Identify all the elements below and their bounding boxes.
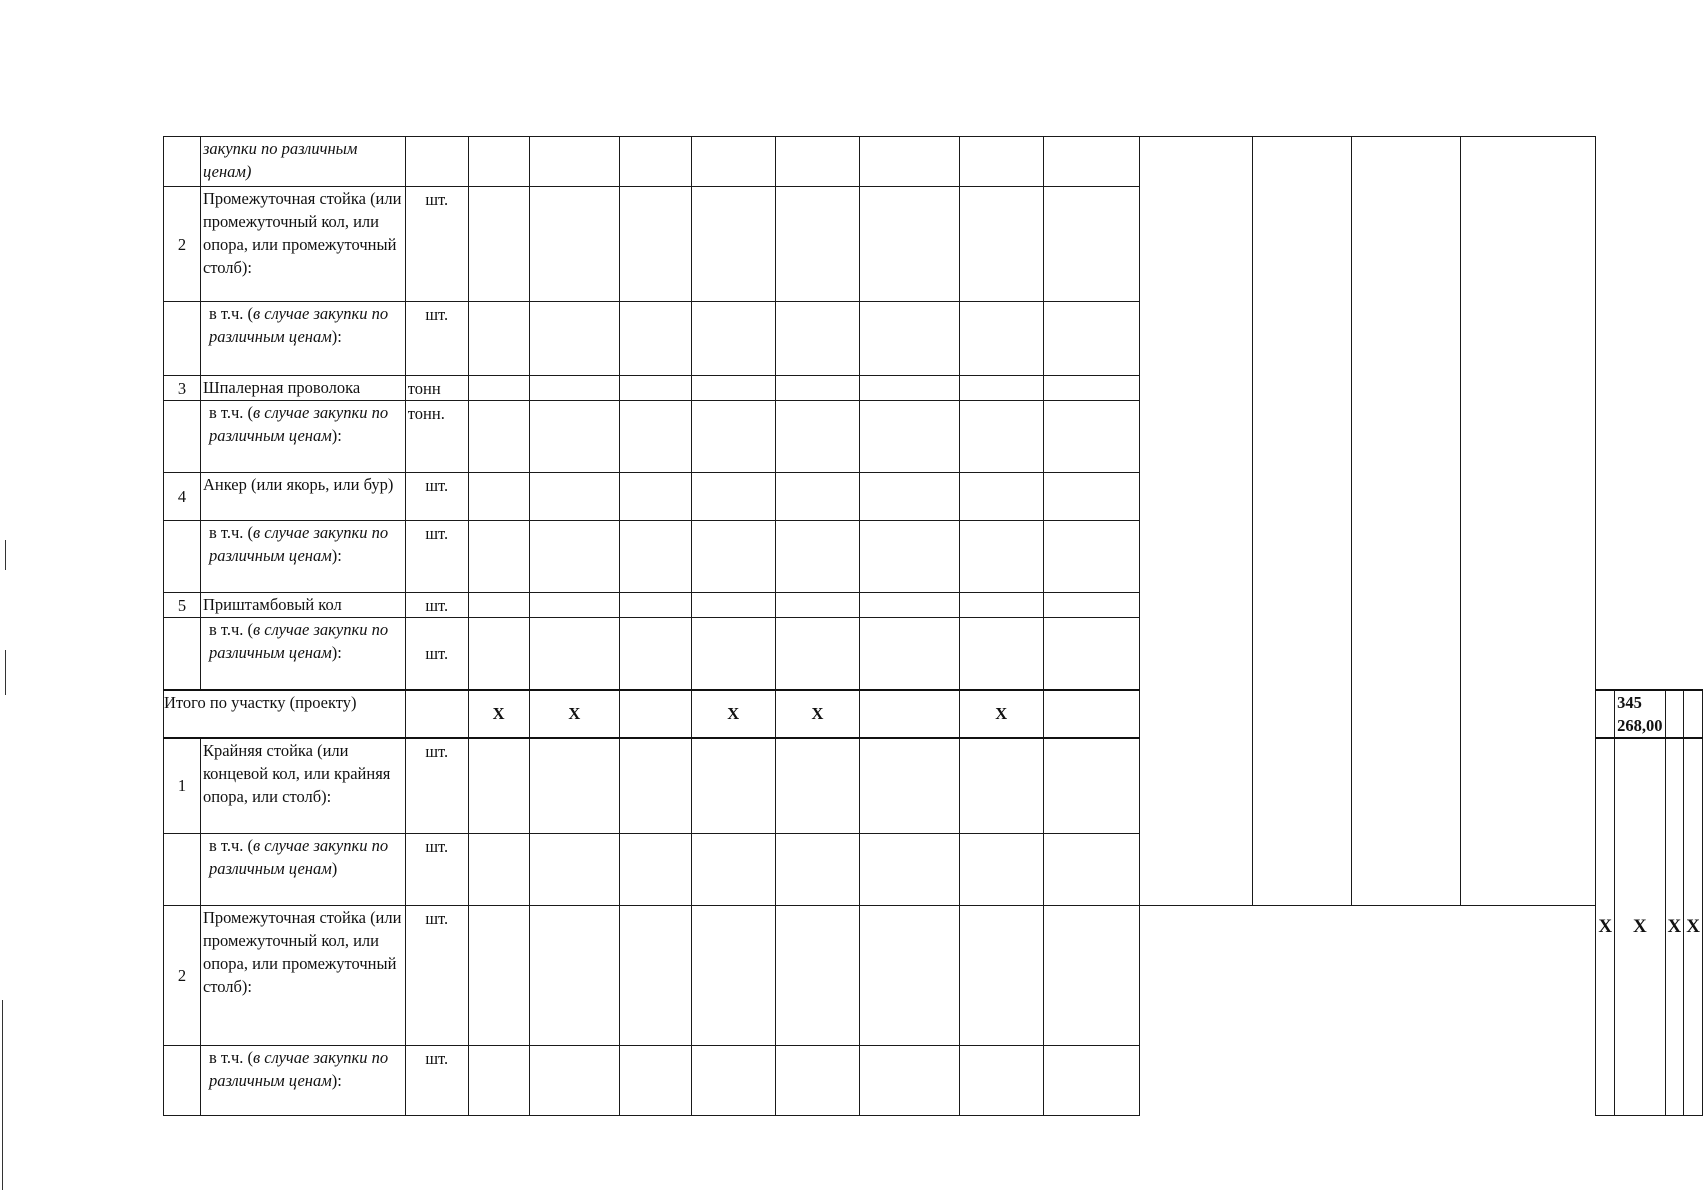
row-number: 2 [164, 187, 201, 302]
item-subitem: в т.ч. (в случае закупки по различным ценам): [200, 521, 405, 593]
merged-cell [1352, 137, 1461, 906]
row-number: 5 [164, 593, 201, 618]
x-mark: X [959, 690, 1043, 738]
item-name: Крайняя стойка (или концевой кол, или крайняя опора, или столб): [200, 738, 405, 834]
item-name: Приштамбовый кол [200, 593, 405, 618]
x-mark: X [529, 690, 620, 738]
scan-artifact [5, 650, 6, 695]
unit-label: шт. [405, 593, 468, 618]
x-mark: X [775, 690, 860, 738]
unit-label: шт. [405, 302, 468, 376]
table-row [164, 137, 1703, 187]
procurement-table [163, 136, 1703, 1116]
item-name-italic: закупки по различным ценам) [202, 139, 358, 181]
unit-label: шт. [405, 906, 468, 1046]
total-label: Итого по участку (проекту) [164, 690, 406, 738]
table-row [164, 1046, 1703, 1116]
x-mark: X [1665, 738, 1684, 1116]
unit-label: шт. [405, 1046, 468, 1116]
merged-cell [1140, 137, 1253, 906]
x-mark: X [1596, 738, 1615, 1116]
unit-label: шт. [405, 473, 468, 521]
item-subitem: в т.ч. (в случае закупки по различным ценам): [200, 1046, 405, 1116]
item-name: Промежуточная стойка (или промежуточный кол, или опора, или промежуточный столб): [200, 906, 405, 1046]
merged-cell [1460, 137, 1596, 906]
x-mark: X [1615, 738, 1665, 1116]
unit-label: шт. [405, 738, 468, 834]
item-subitem: в т.ч. (в случае закупки по различным ценам) [200, 834, 405, 906]
unit-label: тонн [405, 376, 468, 401]
item-subitem: в т.ч. (в случае закупки по различным ценам): [200, 302, 405, 376]
merged-cell [1252, 137, 1352, 906]
scan-artifact [2, 1000, 3, 1190]
row-number: 1 [164, 738, 201, 834]
table-row [164, 906, 1703, 1046]
item-name: Анкер (или якорь, или бур) [200, 473, 405, 521]
item-subitem: в т.ч. (в случае закупки по различным ценам): [200, 618, 405, 690]
row-number: 3 [164, 376, 201, 401]
item-name-cell [200, 137, 405, 187]
x-mark: X [468, 690, 529, 738]
row-number: 2 [164, 906, 201, 1046]
item-name: Промежуточная стойка (или промежуточный кол, или опора, или промежуточный столб): [200, 187, 405, 302]
total-sum: 345 268,00 [1615, 690, 1665, 738]
unit-label: шт. [405, 834, 468, 906]
unit-label: шт. [405, 521, 468, 593]
scan-artifact [5, 540, 6, 570]
row-number: 4 [164, 473, 201, 521]
x-mark: X [691, 690, 775, 738]
unit-label: шт. [405, 187, 468, 302]
unit-label: тонн. [405, 401, 468, 473]
row-number-cell [164, 137, 201, 187]
x-mark: X [1684, 738, 1703, 1116]
item-subitem: в т.ч. (в случае закупки по различным ценам): [200, 401, 405, 473]
item-name: Шпалерная проволока [200, 376, 405, 401]
unit-label: шт. [405, 618, 468, 690]
unit-cell [405, 137, 468, 187]
